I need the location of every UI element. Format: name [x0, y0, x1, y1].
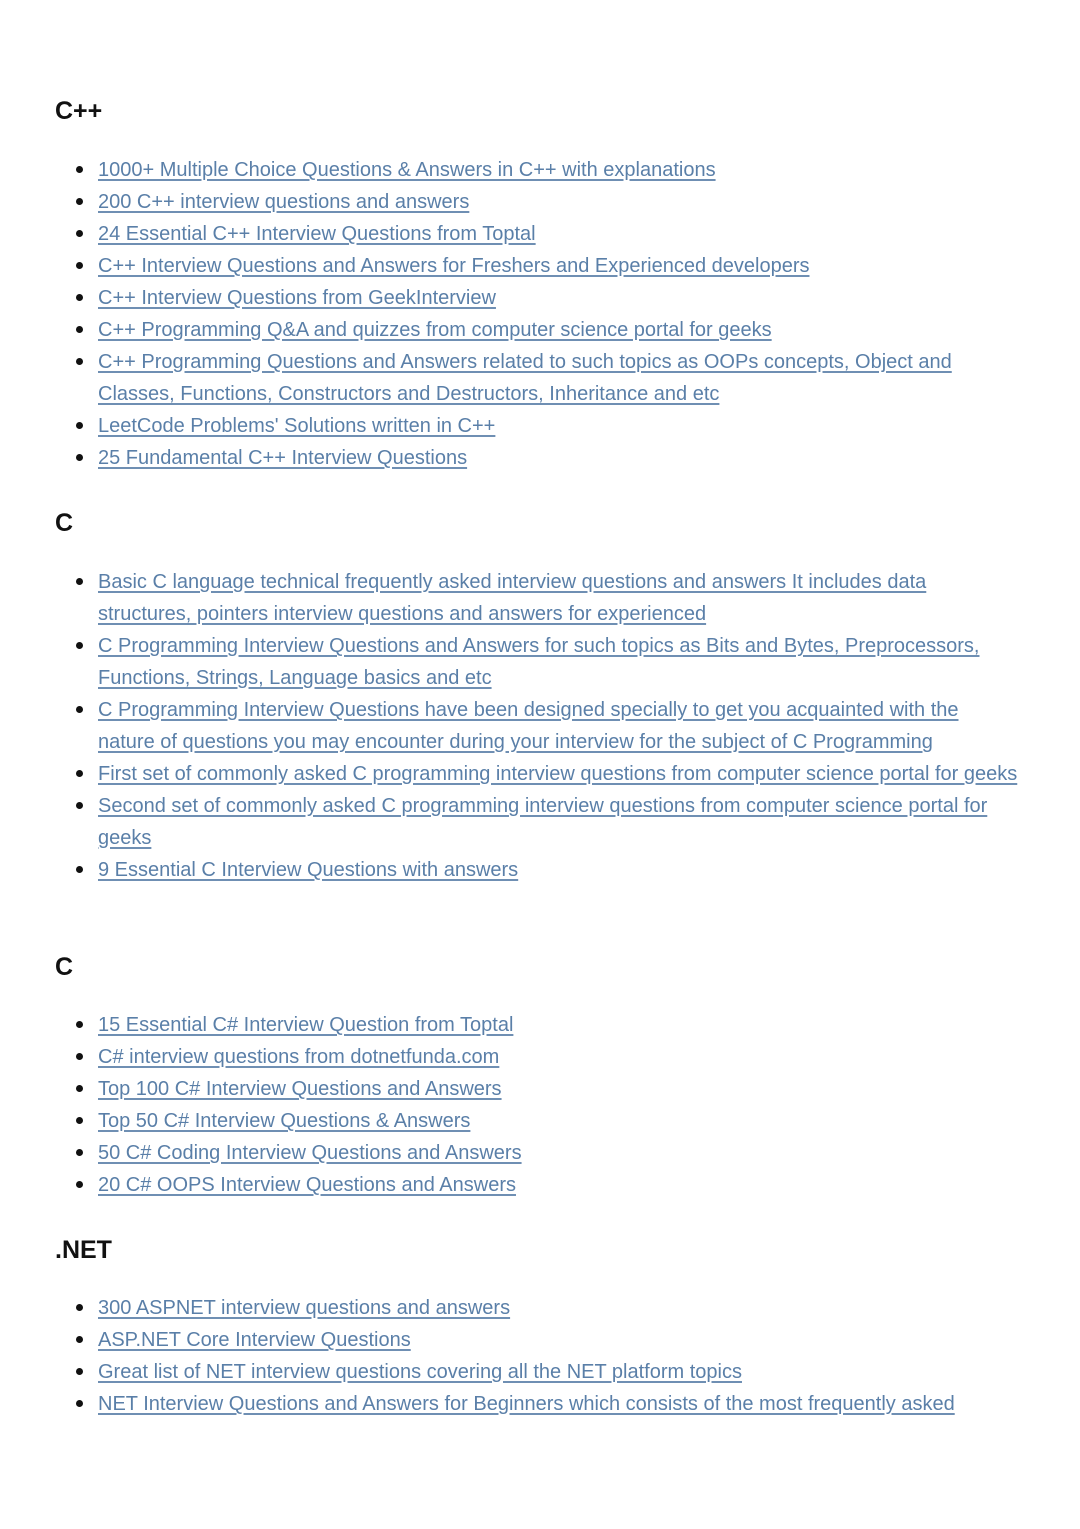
bullet-icon	[76, 866, 83, 873]
list-item	[0, 758, 1080, 790]
list-item	[0, 630, 1080, 694]
bullet-icon	[76, 706, 83, 713]
link[interactable]: C++ Interview Questions and Answers for Freshers and Experienced developers	[98, 255, 810, 277]
bullet-icon	[76, 358, 83, 365]
list-item	[0, 1073, 1080, 1105]
link[interactable]: C Programming Interview Questions and Answers for such topics as Bits and Bytes, Preprocessors, Functions, Strings, Language basics and etc	[98, 635, 980, 689]
link[interactable]: C++ Interview Questions from GeekInterview	[98, 287, 496, 309]
section-title-cpp: C++	[55, 97, 103, 125]
list-item	[0, 186, 1080, 218]
list-item	[0, 282, 1080, 314]
link[interactable]: C Programming Interview Questions have been designed specially to get you acquainted with the nature of questions you may encounter during your interview for the subject of C Programming	[98, 699, 959, 753]
list-item	[0, 1009, 1080, 1041]
bullet-icon	[76, 1181, 83, 1188]
list-item	[0, 442, 1080, 474]
bullet-icon	[76, 1400, 83, 1407]
bullet-icon	[76, 578, 83, 585]
bullet-icon	[76, 422, 83, 429]
link[interactable]: 24 Essential C++ Interview Questions from Toptal	[98, 223, 536, 245]
link[interactable]: Second set of commonly asked C programming interview questions from computer science portal for geeks	[98, 795, 988, 849]
link[interactable]: C++ Programming Questions and Answers related to such topics as OOPs concepts, Object and Classes, Functions, Constructors and Destructors, Inheritance and etc	[98, 351, 952, 405]
link[interactable]: C# interview questions from dotnetfunda.com	[98, 1046, 500, 1068]
bullet-icon	[76, 1149, 83, 1156]
list-item	[0, 154, 1080, 186]
link[interactable]: C++ Programming Q&A and quizzes from computer science portal for geeks	[98, 319, 772, 341]
link[interactable]: Basic C language technical frequently asked interview questions and answers It includes data structures, pointers interview questions and answers for experienced	[98, 571, 927, 625]
list-item	[0, 410, 1080, 442]
list-item	[0, 250, 1080, 282]
bullet-icon	[76, 1021, 83, 1028]
list-item	[0, 1324, 1080, 1356]
link[interactable]: Great list of NET interview questions covering all the NET platform topics	[98, 1361, 742, 1383]
bullet-icon	[76, 230, 83, 237]
list-item	[0, 314, 1080, 346]
link[interactable]: Top 100 C# Interview Questions and Answers	[98, 1078, 502, 1100]
link-list-dotnet	[0, 1292, 1080, 1420]
link[interactable]: 15 Essential C# Interview Question from Toptal	[98, 1014, 514, 1036]
link[interactable]: 50 C# Coding Interview Questions and Answers	[98, 1142, 522, 1164]
bullet-icon	[76, 326, 83, 333]
bullet-icon	[76, 642, 83, 649]
list-item	[0, 790, 1080, 854]
bullet-icon	[76, 454, 83, 461]
link[interactable]: LeetCode Problems' Solutions written in C++	[98, 415, 496, 437]
link[interactable]: Top 50 C# Interview Questions & Answers	[98, 1110, 471, 1132]
link[interactable]: ASP.NET Core Interview Questions	[98, 1329, 411, 1351]
section-title-csharp: C	[55, 953, 74, 981]
bullet-icon	[76, 294, 83, 301]
list-item	[0, 1137, 1080, 1169]
bullet-icon	[76, 166, 83, 173]
list-item	[0, 1292, 1080, 1324]
section-title-dotnet: .NET	[55, 1236, 112, 1264]
bullet-icon	[76, 802, 83, 809]
list-item	[0, 694, 1080, 758]
link-list-cpp	[0, 154, 1080, 474]
bullet-icon	[76, 770, 83, 777]
link[interactable]: 1000+ Multiple Choice Questions & Answers in C++ with explanations	[98, 159, 716, 181]
link[interactable]: 300 ASPNET interview questions and answers	[98, 1297, 511, 1319]
link[interactable]: 25 Fundamental C++ Interview Questions	[98, 447, 468, 469]
list-item	[0, 218, 1080, 250]
section-title-c: C	[55, 509, 74, 537]
bullet-icon	[76, 1053, 83, 1060]
link-list-csharp	[0, 1009, 1080, 1201]
bullet-icon	[76, 1085, 83, 1092]
list-item	[0, 346, 1080, 410]
link[interactable]: 20 C# OOPS Interview Questions and Answers	[98, 1174, 516, 1196]
list-item	[0, 1388, 1080, 1420]
link-list-c	[0, 566, 1080, 886]
bullet-icon	[76, 1368, 83, 1375]
link[interactable]: 9 Essential C Interview Questions with answers	[98, 859, 519, 881]
list-item	[0, 566, 1080, 630]
link[interactable]: NET Interview Questions and Answers for Beginners which consists of the most frequently asked	[98, 1393, 955, 1415]
list-item	[0, 1356, 1080, 1388]
bullet-icon	[76, 198, 83, 205]
bullet-icon	[76, 262, 83, 269]
list-item	[0, 1169, 1080, 1201]
bullet-icon	[76, 1336, 83, 1343]
bullet-icon	[76, 1304, 83, 1311]
link[interactable]: 200 C++ interview questions and answers	[98, 191, 470, 213]
list-item	[0, 1041, 1080, 1073]
link[interactable]: First set of commonly asked C programming interview questions from computer science portal for geeks	[98, 763, 1018, 785]
bullet-icon	[76, 1117, 83, 1124]
list-item	[0, 854, 1080, 886]
list-item	[0, 1105, 1080, 1137]
